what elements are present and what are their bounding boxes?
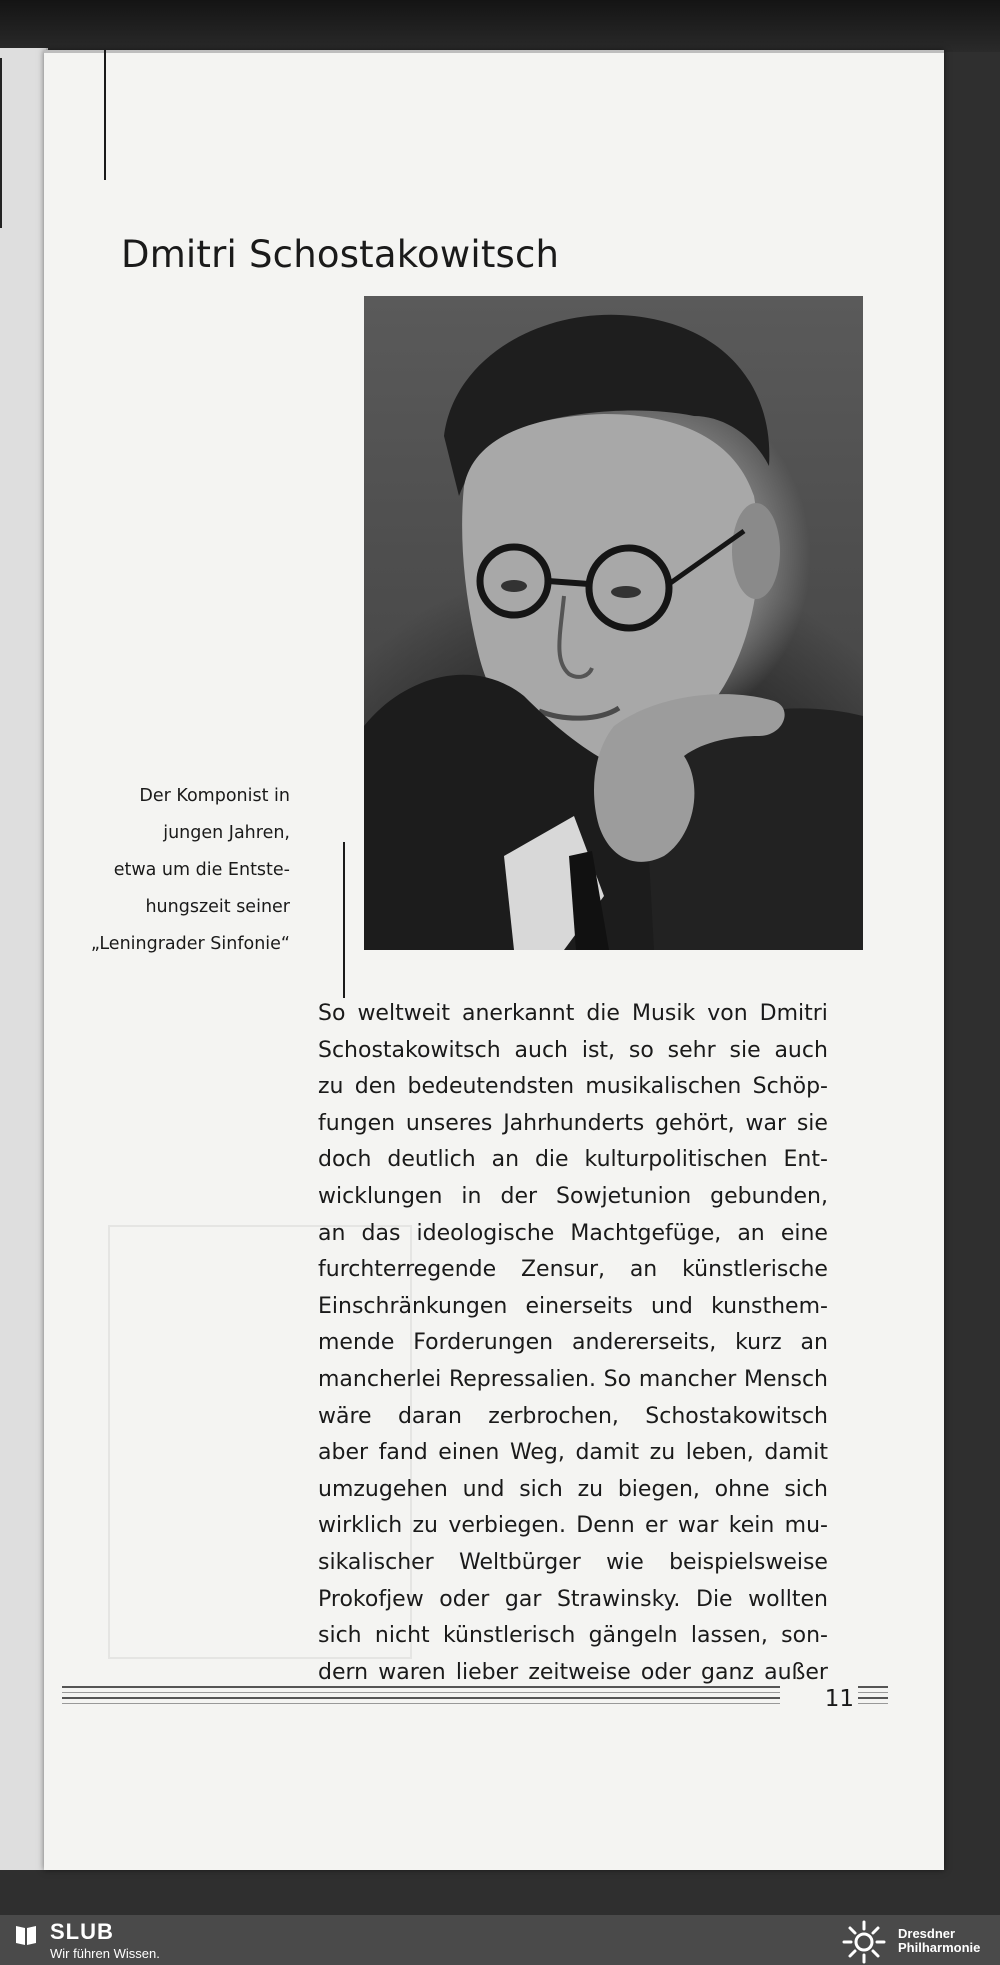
caption-rule [343,842,345,998]
body-word: von [707,1001,748,1026]
body-word: eine [780,1220,828,1246]
body-word: deutlich [387,1147,476,1173]
body-word: zu [318,1074,344,1100]
body-word: ohne [714,1476,770,1502]
body-word: biegen, [617,1476,700,1502]
body-word: oder [640,1659,691,1685]
footer-rule [62,1692,888,1693]
body-word: Weltbürger [459,1549,581,1575]
body-word: So [318,1001,346,1026]
body-word: fungen [318,1110,396,1136]
body-line [318,1399,828,1436]
portrait-photo-icon [364,296,863,950]
body-word: gebunden, [710,1183,828,1209]
body-word: an [737,1220,765,1246]
body-word: mancher [638,1366,737,1392]
body-word: lieber [455,1659,519,1685]
body-word: wäre [318,1403,372,1429]
body-word: die [586,1001,620,1026]
body-word: wicklungen [318,1183,443,1209]
body-word: Forderungen [413,1330,554,1356]
caption-line: Der Komponist in [139,786,290,806]
body-line [318,1289,828,1326]
body-word: furchterregende [318,1257,497,1283]
adjacent-page-edge [0,48,48,1870]
philharmonie-line2: Philharmonie [898,1940,981,1955]
body-word: er [645,1513,668,1539]
book-icon[interactable] [14,1923,38,1947]
scan-background-top [0,0,1000,52]
body-word: Ent- [783,1147,828,1173]
page-corner-rule [104,50,106,180]
philharmonie-line1: Dresdner [898,1926,956,1941]
body-word: sehr [667,1037,716,1063]
body-word: und [651,1293,693,1319]
footer-rule [62,1703,888,1704]
body-word: und [462,1476,505,1502]
body-word: das [361,1220,401,1246]
body-word: Sowjetunion [556,1183,692,1209]
body-word: weltweit [357,1001,450,1026]
body-line [318,1033,828,1070]
body-word: sich [519,1476,563,1502]
footer-rules [62,1686,888,1708]
body-word: an [491,1147,520,1173]
caption-line: hungszeit seiner [145,897,290,917]
body-word: kurz [735,1330,782,1356]
body-word: leben, [685,1440,754,1466]
body-word: fand [378,1440,428,1466]
body-word: wirklich [318,1513,403,1539]
caption-line: jungen Jahren, [163,823,290,843]
body-word: damit [575,1440,640,1466]
body-word: war [677,1513,719,1539]
footer-rule [62,1697,888,1699]
body-line [318,1618,828,1655]
portrait-photo [364,296,863,950]
footer-rule [62,1686,888,1688]
body-line [318,1362,828,1399]
body-word: damit [764,1440,828,1466]
body-word: nicht [374,1623,430,1649]
body-word: unseres [405,1110,493,1136]
body-word: Mensch [744,1366,828,1392]
body-word: Jahrhunderts [503,1110,645,1136]
body-word: zu [649,1440,676,1466]
body-word: Musik [631,1001,696,1026]
body-word: So [603,1366,632,1392]
body-word: waren [378,1659,446,1685]
caption-line: „Leningrader Sinfonie“ [90,934,290,954]
body-word: an [318,1220,346,1246]
body-word: künstlerisch [442,1623,576,1649]
body-word: der [500,1183,538,1209]
body-word: so [628,1037,654,1063]
photo-caption [90,778,290,963]
body-line [318,1142,828,1179]
body-word: an [629,1257,658,1283]
body-word: verbiegen. [448,1513,566,1539]
body-word: die [534,1147,569,1173]
body-word: gehört, [655,1110,735,1136]
body-word: sich [318,1623,362,1649]
body-word: sich [784,1476,828,1502]
body-word: Strawinsky. [556,1586,681,1612]
body-word: Repressalien. [448,1366,596,1392]
body-word: kulturpolitischen [584,1147,768,1173]
body-word: Zensur, [520,1257,605,1283]
body-word: Einschränkungen [318,1293,508,1319]
body-word: zu [577,1476,604,1502]
body-word: mu- [784,1513,828,1539]
body-word: sikalischer [318,1549,434,1575]
body-word: war [745,1110,786,1136]
page-top-edge [44,50,944,53]
body-line [318,1106,828,1143]
body-word: gängeln [588,1623,678,1649]
body-word: Machtgefüge, [570,1220,722,1246]
body-word: aber [318,1440,369,1466]
body-word: umzugehen [318,1476,448,1502]
body-word: daran [397,1403,462,1429]
adjacent-page-rule [0,58,2,228]
body-word: kein [728,1513,775,1539]
body-word: son- [781,1623,828,1649]
body-word: Schostakowitsch [318,1037,501,1063]
body-line [318,996,828,1033]
body-word: außer [764,1659,828,1685]
page-title: Dmitri Schostakowitsch [121,233,560,276]
body-word: wie [606,1549,644,1575]
body-word: in [461,1183,482,1209]
viewer-footer-bar [0,1915,1000,1965]
body-word: einerseits [525,1293,633,1319]
body-line [318,1216,828,1253]
body-word: auch [774,1037,828,1063]
caption-line: etwa um die Entste- [113,860,290,880]
body-word: an [800,1330,828,1356]
body-word: andererseits, [571,1330,717,1356]
body-word: auch [514,1037,568,1063]
body-word: mancherlei [318,1366,442,1392]
body-line [318,1545,828,1582]
body-word: Weg, [509,1440,565,1466]
body-line [318,1252,828,1289]
body-word: Dmitri [759,1001,828,1026]
body-word: wollten [748,1586,828,1612]
body-word: doch [318,1147,372,1173]
body-word: ganz [701,1659,754,1685]
body-word: zu [412,1513,438,1539]
body-word: Schostakowitsch [645,1403,828,1429]
body-word: anerkannt [461,1001,575,1026]
body-line [318,1325,828,1362]
body-word: Denn [576,1513,635,1539]
body-word: einen [438,1440,500,1466]
body-word: bedeutendsten [407,1074,575,1100]
body-word: zerbrochen, [488,1403,619,1429]
body-word: beispielsweise [669,1549,828,1575]
article-body [318,996,828,1691]
body-word: dern [318,1659,369,1685]
body-line [318,1508,828,1545]
body-word: lassen, [690,1623,768,1649]
body-word: Die [696,1586,733,1612]
body-line [318,1582,828,1619]
body-word: oder [439,1586,490,1612]
body-word: Schöp- [752,1074,828,1100]
body-word: musikalischen [585,1074,742,1100]
sunburst-logo-icon[interactable] [842,1920,886,1964]
body-word: kunsthem- [711,1293,828,1319]
body-word: künstlerische [682,1257,828,1283]
slub-brand[interactable]: SLUB [50,1919,114,1944]
body-word: sie [796,1110,828,1136]
body-word: zeitweise [528,1659,631,1685]
body-line [318,1069,828,1106]
page-number: 11 [780,1686,858,1712]
body-line [318,1179,828,1216]
body-word: gar [504,1586,542,1612]
body-word: den [354,1074,397,1100]
body-word: ideologische [416,1220,555,1246]
body-word: Prokofjew [318,1586,424,1612]
body-line [318,1435,828,1472]
body-word: mende [318,1330,395,1356]
body-word: ist, [581,1037,616,1063]
body-line [318,1472,828,1509]
philharmonie-brand[interactable] [898,1927,980,1955]
body-word: sie [729,1037,761,1063]
slub-tagline: Wir führen Wissen. [50,1946,160,1961]
